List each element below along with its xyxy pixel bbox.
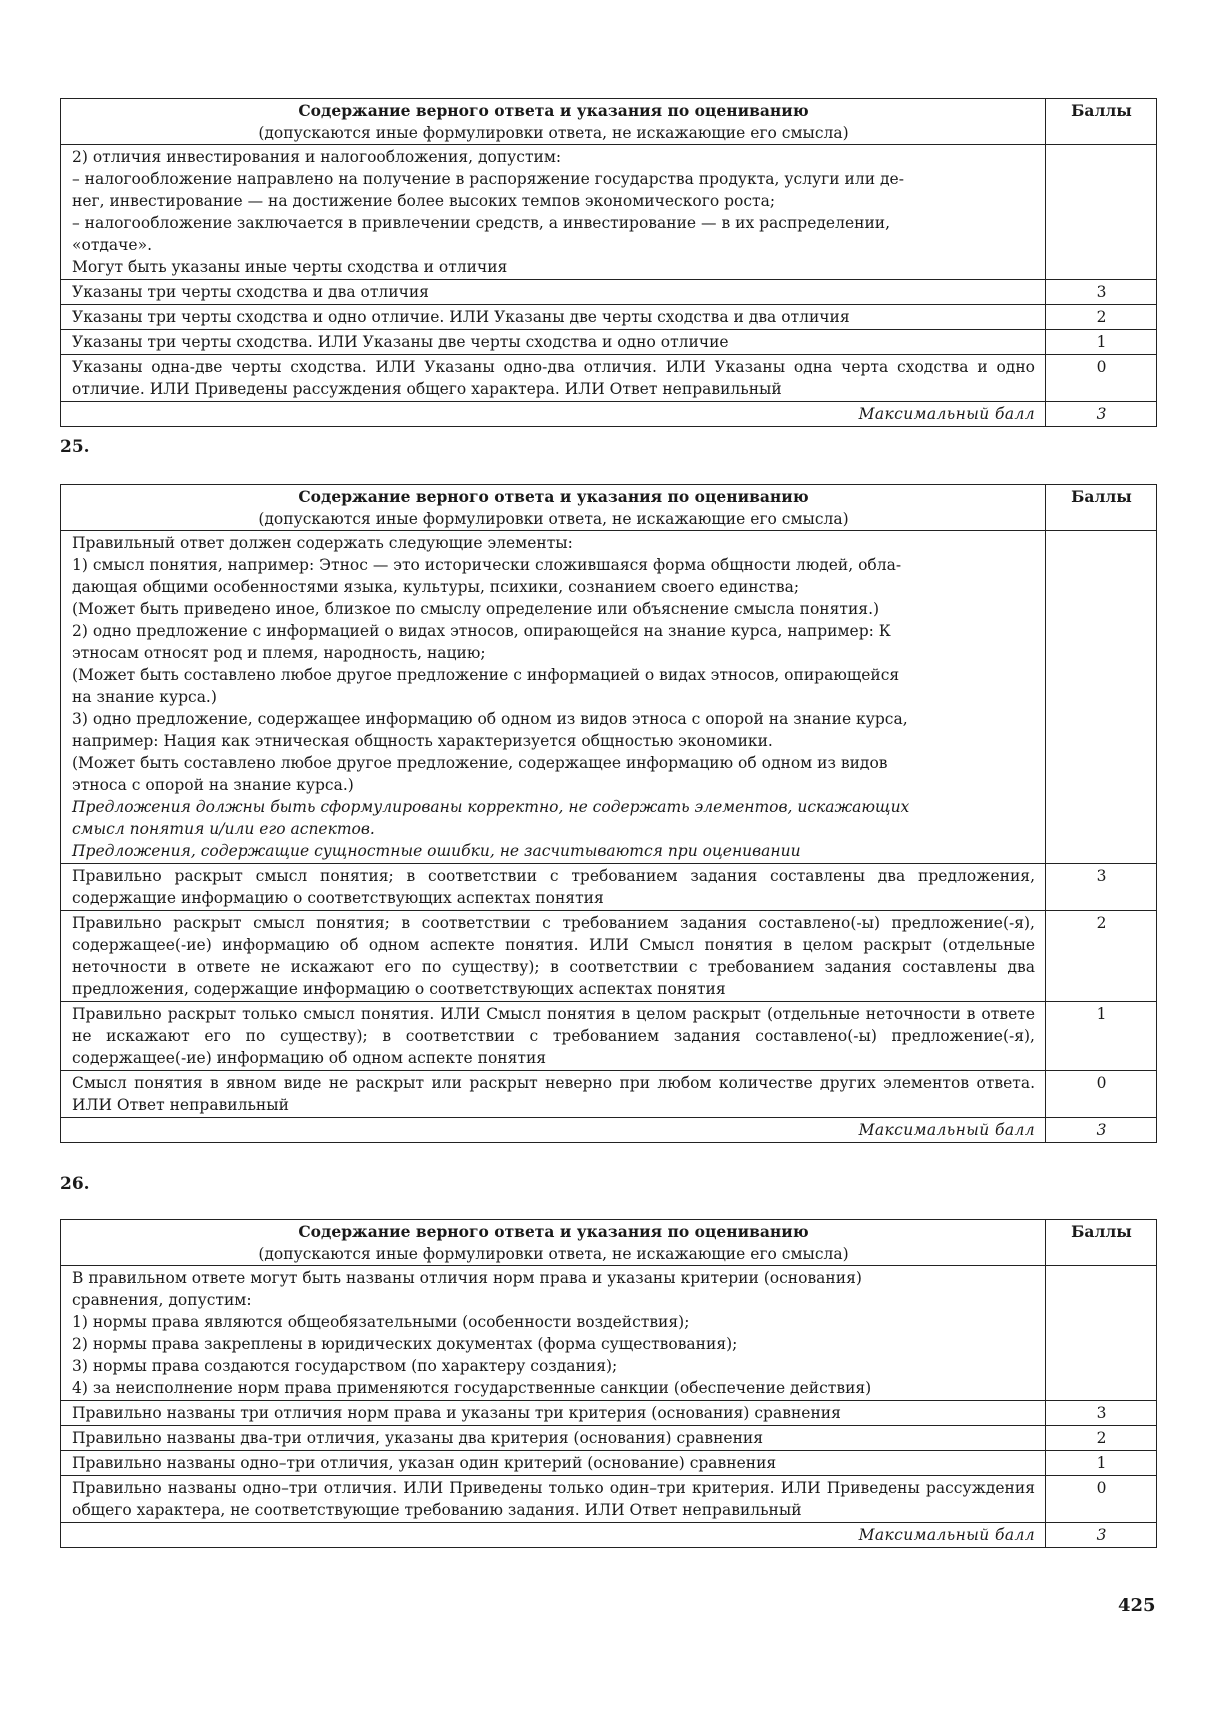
- criterion-points: 0: [1046, 355, 1157, 402]
- criterion-points: 3: [1046, 280, 1157, 305]
- criterion-points: 2: [1046, 1426, 1157, 1451]
- max-score-value: 3: [1046, 1523, 1157, 1548]
- content-cell: 2) отличия инвестирования и налогообложения, допустим: – налогообложение направлено на получение в распоряжение государства продукта, услуги или де- нег, инвестирование — на достижение более высоких темпов экономического роста; – налогообложение заключается в привлечении средств, а инвестирование — в их распределении, «отдаче». Могут быть указаны иные черты сходства и отличия: [61, 145, 1046, 280]
- criterion-points: 2: [1046, 911, 1157, 1002]
- content-points-cell: [1046, 531, 1157, 864]
- criterion-text: Правильно названы одно–три отличия. ИЛИ Приведены только один–три критерия. ИЛИ Приведены рассуждения общего характера, не соответствующие требованию задания. ИЛИ Ответ неправильный: [61, 1476, 1046, 1523]
- criterion-points: 3: [1046, 1401, 1157, 1426]
- table-row: [61, 1476, 1157, 1523]
- grading-table-26: [60, 1219, 1157, 1548]
- header-subtitle: (допускаются иные формулировки ответа, не искажающие его смысла): [258, 510, 849, 528]
- header-title: Содержание верного ответа и указания по оцениванию: [298, 1222, 809, 1241]
- header-points-cell: Баллы: [1046, 99, 1157, 145]
- table-row: [61, 1426, 1157, 1451]
- header-content-cell: [61, 485, 1046, 531]
- content-cell: В правильном ответе могут быть названы отличия норм права и указаны критерии (основания) сравнения, допустим: 1) нормы права являются общеобязательными (особенности воздействия); 2) нормы права закреплены в юридических документах (форма существования); 3) нормы права создаются государством (по характеру создания); 4) за неисполнение норм права применяются государственные санкции (обеспечение действия): [61, 1266, 1046, 1401]
- max-score-value: 3: [1046, 402, 1157, 427]
- criterion-text: Смысл понятия в явном виде не раскрыт или раскрыт неверно при любом количестве других элементов ответа. ИЛИ Ответ неправильный: [61, 1071, 1046, 1118]
- max-score-row: [61, 1523, 1157, 1548]
- header-title: Содержание верного ответа и указания по оцениванию: [298, 101, 809, 120]
- content-row: [61, 145, 1157, 280]
- header-title: Содержание верного ответа и указания по оцениванию: [298, 487, 809, 506]
- criterion-points: 3: [1046, 864, 1157, 911]
- criterion-text: Правильно раскрыт только смысл понятия. ИЛИ Смысл понятия в целом раскрыт (отдельные неточности в ответе не искажают его по существу); в соответствии с требованием задания составлено(-ы) предложение(-я), содержащее(-ие) информацию об одном аспекте понятия: [61, 1002, 1046, 1071]
- table-row: [61, 864, 1157, 911]
- max-score-label: Максимальный балл: [61, 1118, 1046, 1143]
- content-row: [61, 1266, 1157, 1401]
- criterion-points: 0: [1046, 1476, 1157, 1523]
- criterion-text: Правильно названы три отличия норм права и указаны три критерия (основания) сравнения: [61, 1401, 1046, 1426]
- question-number-26: 26.: [60, 1174, 90, 1194]
- criterion-text: Указаны три черты сходства и одно отличие. ИЛИ Указаны две черты сходства и два отличия: [61, 305, 1046, 330]
- table-row: [61, 1071, 1157, 1118]
- max-score-value: 3: [1046, 1118, 1157, 1143]
- criterion-text: Правильно раскрыт смысл понятия; в соответствии с требованием задания составлены два предложения, содержащие информацию о соответствующих аспектах понятия: [61, 864, 1046, 911]
- table-row: [61, 280, 1157, 305]
- criterion-text: Правильно названы два-три отличия, указаны два критерия (основания) сравнения: [61, 1426, 1046, 1451]
- max-score-label: Максимальный балл: [61, 1523, 1046, 1548]
- table-header-row: [61, 99, 1157, 145]
- table-row: [61, 355, 1157, 402]
- criterion-points: 1: [1046, 1002, 1157, 1071]
- criterion-points: 2: [1046, 305, 1157, 330]
- grading-table-25: [60, 484, 1157, 1143]
- criterion-points: 1: [1046, 330, 1157, 355]
- criterion-points: 0: [1046, 1071, 1157, 1118]
- grading-table-24: [60, 98, 1157, 427]
- page-number: 425: [1118, 1595, 1156, 1616]
- question-number-25: 25.: [60, 437, 90, 457]
- header-points-cell: Баллы: [1046, 485, 1157, 531]
- content-cell: Правильный ответ должен содержать следующие элементы: 1) смысл понятия, например: Этнос — это исторически сложившаяся форма общности людей, обла- дающая общими особенностями языка, культуры, психики, сознанием своего единства; (Может быть приведено иное, близкое по смыслу определение или объяснение смысла понятия.) 2) одно предложение с информацией о видах этносов, опирающейся на знание курса, например: К этносам относят род и племя, народность, нацию; (Может быть составлено любое другое предложение с информацией о видах этносов, опирающейся на знание курса.) 3) одно предложение, содержащее информацию об одном из видов этноса с опорой на знание курса, например: Нация как этническая общность характеризуется общностью экономики. (Может быть составлено любое другое предложение, содержащее информацию об одном из видов этноса с опорой на знание курса.) Предложения должны быть сформулированы корректно, не содержать элементов, искажающих смысл понятия и/или его аспектов. Предложения, содержащие сущностные ошибки, не засчитываются при оценивании: [61, 531, 1046, 864]
- criterion-text: Указаны три черты сходства. ИЛИ Указаны две черты сходства и одно отличие: [61, 330, 1046, 355]
- header-subtitle: (допускаются иные формулировки ответа, не искажающие его смысла): [258, 1245, 849, 1263]
- content-row: [61, 531, 1157, 864]
- criterion-text: Правильно названы одно–три отличия, указан один критерий (основание) сравнения: [61, 1451, 1046, 1476]
- content-points-cell: [1046, 1266, 1157, 1401]
- table-header-row: [61, 485, 1157, 531]
- criterion-text: Указаны три черты сходства и два отличия: [61, 280, 1046, 305]
- header-content-cell: [61, 1220, 1046, 1266]
- max-score-label: Максимальный балл: [61, 402, 1046, 427]
- criterion-text: Правильно раскрыт смысл понятия; в соответствии с требованием задания составлено(-ы) предложение(-я), содержащее(-ие) информацию об одном аспекте понятия. ИЛИ Смысл понятия в целом раскрыт (отдельные неточности в ответе не искажают его по существу); в соответствии с требованием задания составлены два предложения, содержащие информацию о соответствующих аспектах понятия: [61, 911, 1046, 1002]
- table-header-row: [61, 1220, 1157, 1266]
- max-score-row: [61, 402, 1157, 427]
- header-content-cell: [61, 99, 1046, 145]
- criterion-points: 1: [1046, 1451, 1157, 1476]
- table-row: [61, 305, 1157, 330]
- criterion-text: Указаны одна-две черты сходства. ИЛИ Указаны одно-два отличия. ИЛИ Указаны одна черта сходства и одно отличие. ИЛИ Приведены рассуждения общего характера. ИЛИ Ответ неправильный: [61, 355, 1046, 402]
- table-row: [61, 1451, 1157, 1476]
- content-points-cell: [1046, 145, 1157, 280]
- header-points-cell: Баллы: [1046, 1220, 1157, 1266]
- table-row: [61, 1401, 1157, 1426]
- max-score-row: [61, 1118, 1157, 1143]
- table-row: [61, 1002, 1157, 1071]
- table-row: [61, 330, 1157, 355]
- table-row: [61, 911, 1157, 1002]
- header-subtitle: (допускаются иные формулировки ответа, не искажающие его смысла): [258, 124, 849, 142]
